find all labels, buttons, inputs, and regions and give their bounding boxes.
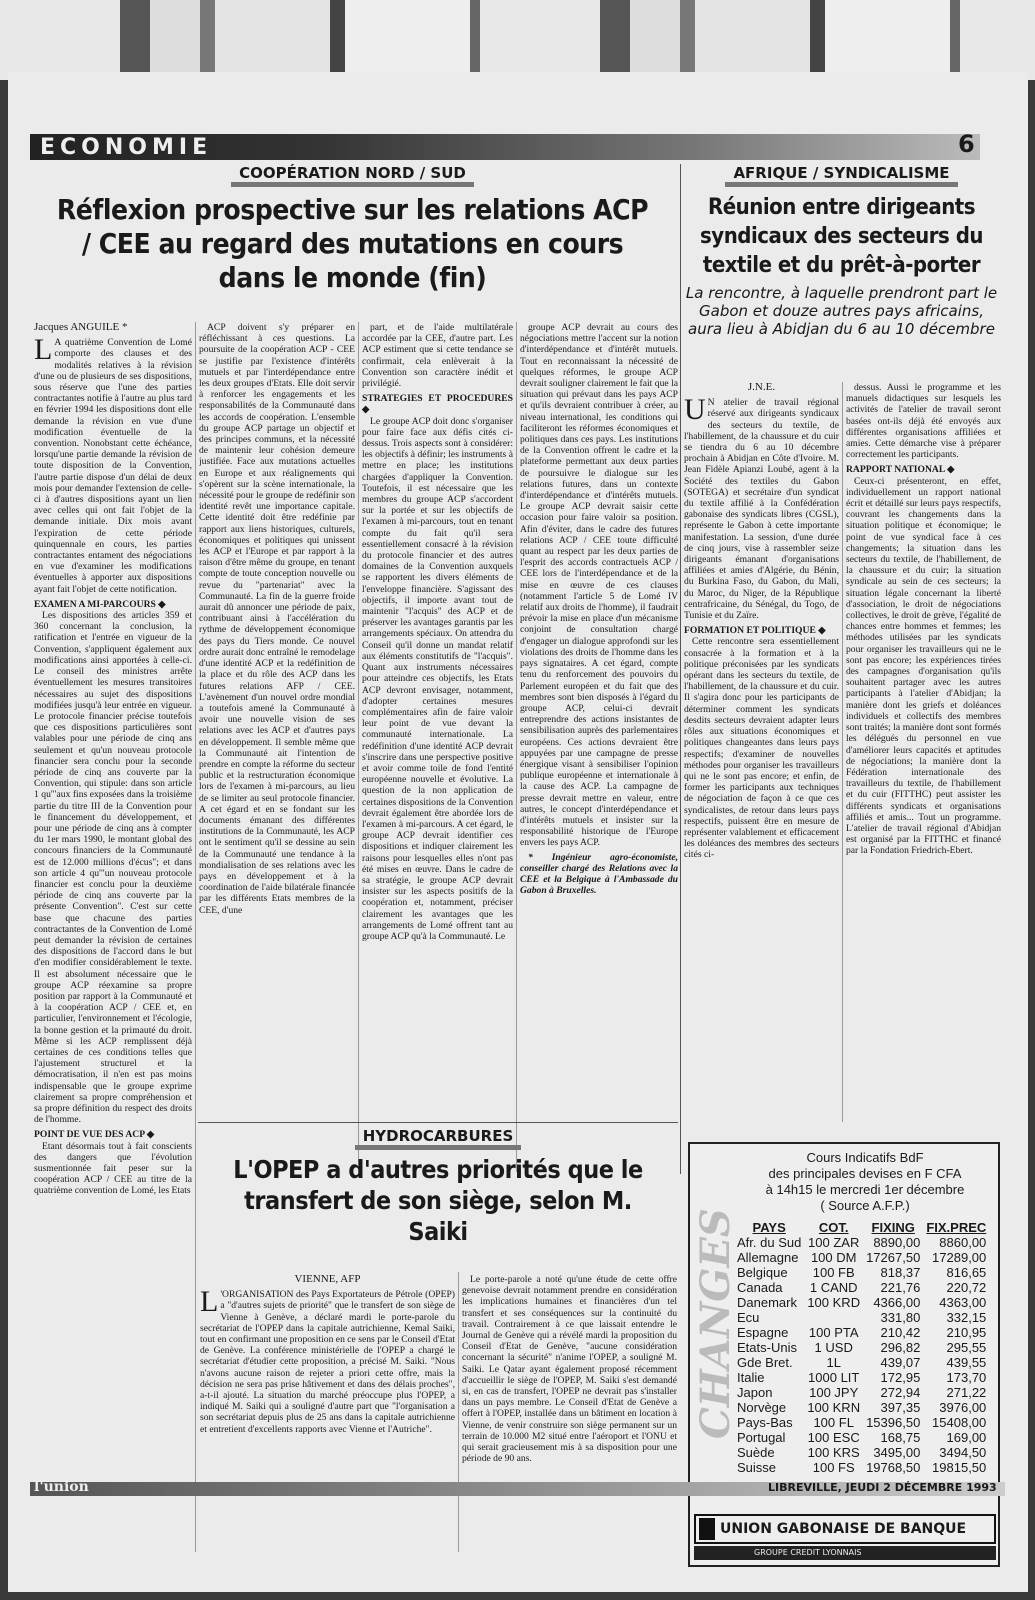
rate-row [734, 1430, 989, 1445]
rate-cell: 19815,50 [932, 1460, 987, 1475]
rate-cell: 168,75 [880, 1430, 921, 1445]
dateline: VIENNE, AFP [294, 1274, 361, 1285]
rate-cell: Allemagne [737, 1250, 799, 1265]
right-article-column-1: J.N.E. U N atelier de travail régional réservé aux dirigeants syndicaux des secteurs du textile, de l'habillement, de la chaussure et du cuir se tiendra du 6 au 10 décembre prochain à Abidjan en Côte d'Ivoire. M. Jean Fidèle Apianzi Loubé, agent à la Société des textiles du Gabon (SOTEGA) et secrétaire d'un syndicat du textile affilié à la Confédération gabonaise des syndicats libres (CGSL), représente le Gabon à cette importante manifestation. La session, d'une durée de cinq jours, vise à rassembler seize dirigeants émanant d'organisations affiliées et amies d'Algérie, du Bénin, du Burkina Faso, du Gabon, du Mali, du Maroc, du Niger, de la République centrafricaine, du Sénégal, du Togo, de Tunisie et du Zaïre. FORMATION ET POLITIQUE ◆ Cette rencontre sera essentiellement consacrée à la formation et à la politique préconisées par les syndicats opérant dans les secteurs du textile, de l'habillement, de la chaussure et du cuir. Il s'agira donc pour les participants de déterminer comment les syndicats desdits secteurs devraient adapter leurs rôles aux situations économiques et politiques changeantes dans leurs pays respectifs; d'examiner de nouvelles méthodes pour organiser les travailleurs qui ne le sont pas encore; et enfin, de former les participants aux techniques de négociation de façon à ce que ces syndicalistes, de retour dans leurs pays respectifs, puissent être en mesure de représenter valablement et efficacement les doléances des membres des secteurs cités ci- [684, 382, 839, 861]
rate-cell: 439,07 [880, 1355, 921, 1370]
rate-cell: 271,22 [946, 1385, 987, 1400]
rate-cell: 100 JPY [809, 1385, 859, 1400]
masthead: l'union [34, 1479, 89, 1495]
rate-cell [804, 1310, 863, 1325]
rate-cell: Belgique [737, 1265, 788, 1280]
rate-cell: 100 PTA [808, 1325, 859, 1340]
footer-dateline: LIBREVILLE, JEUDI 2 DÉCEMBRE 1993 [768, 1481, 997, 1494]
subheading: STRATEGIES ET PROCEDURES ◆ [362, 393, 513, 416]
changes-label: CHANGES [692, 1208, 739, 1440]
rate-row [734, 1445, 989, 1460]
rate-cell: 17289,00 [932, 1250, 987, 1265]
right-headline: Réunion entre dirigeants syndicaux des secteurs du textile et du prêt-à-porter [700, 195, 983, 278]
rate-cell: 173,70 [946, 1370, 987, 1385]
rate-cell: 397,35 [880, 1400, 921, 1415]
left-article-column-3: part, et de l'aide multilatérale accordée par la CEE, d'autre part. Les ACP estiment que si cette tendance se confirmait, cela enlèverait à la Convention son caractère inédit et privilégié. STRATEGIES ET PROCEDURES ◆ Le groupe ACP doit donc s'organiser pour faire face aux défis cités ci-dessus. Trois aspects sont à considérer: les objectifs à définir; les instruments à mettre en place; les institutions chargées d'appliquer la Convention. Toutefois, il est nécessaire que les membres du groupe ACP s'accordent sur la portée et sur les objectifs de l'examen à mi-parcours, tout en tenant compte du fait qu'il sera essentiellement consacré à la révision du protocole financier et des autres domaines de la Convention auxquels se rapportent les divers éléments de l'enveloppe financière. S'agissant des objectifs, il importe avant tout de maintenir "l'acquis" des ACP et de préserver les avantages garantis par les arrangements spéciaux. On attendra du Conseil qu'il donne un mandat relatif aux éléments constitutifs de "l'acquis". Quant aux instruments nécessaires pour atteindre ces objectifs, les Etats ACP devront envisager, notamment, d'adopter certaines mesures complémentaires afin de faire valoir leur point de vue devant la communauté internationale. La redéfinition d'une identité ACP devrait s'inscrire dans une perspective positive et avoir comme toile de fond l'entité européenne nouvelle et évolutive. La question de la non application de certaines dispositions de la Convention devrait également être abordée lors de l'examen à mi-parcours. A cet égard, le groupe ACP devrait identifier ces dispositions et indiquer clairement les raisons pour lesquelles elles n'ont pas été mises en œuvre. Dans le cadre de sa stratégie, le groupe ACP devrait insister sur les aspects positifs de la coopération et, notamment, préciser clairement les avantages que les arrangements de Lomé offrent tant au groupe ACP qu'à la Communauté. Le [362, 322, 513, 942]
rate-cell: 4363,00 [939, 1295, 987, 1310]
rate-row [734, 1415, 989, 1430]
rate-row [734, 1355, 989, 1370]
scanner-background [0, 0, 1035, 80]
rate-cell: 331,80 [880, 1310, 921, 1325]
rate-cell: Ecu [737, 1310, 760, 1325]
section-banner [30, 134, 980, 160]
rate-row [734, 1235, 989, 1250]
rate-row [734, 1400, 989, 1415]
rate-cell: 1 CAND [809, 1280, 858, 1295]
rate-cell: 4366,00 [873, 1295, 921, 1310]
right-kicker: AFRIQUE / SYNDICALISME [725, 164, 957, 187]
rate-row [734, 1265, 989, 1280]
rate-cell: Portugal [737, 1430, 786, 1445]
rate-row [734, 1385, 989, 1400]
page-number: 6 [958, 130, 975, 158]
rate-cell: Japon [737, 1385, 773, 1400]
left-article-column-1: Jacques ANGUILE * L A quatrième Convention de Lomé comporte des clauses et des modalités relatives à la révision d'une ou de plusieurs de ses dispositions, sous réserve que l'une des parties contractantes notifie à l'autre au plus tard en février 1994 les dispositions dont elle demande la révision en vue d'une modification éventuelle de la convention. Nonobstant cette échéance, lorsqu'une partie demande la révision de toute disposition de la Convention, l'autre partie dispose d'un délai de deux mois pour demander l'extension de celle-ci à d'autres dispositions ayant un lien avec celles qui ont fait l'objet de la demande initiale. Dix mois avant l'expiration de cette période quinquennale en cours, les parties contractantes entament des négociations en vue d'examiner les modifications éventuelles à apporter aux dispositions ayant fait l'objet de cette notification. EXAMEN A MI-PARCOURS ◆ Les dispositions des articles 359 et 360 concernant la conclusion, la ratification et l'entrée en vigueur de la Convention, s'appliquent également aux modifications ainsi apportées à celle-ci. Le conseil des ministres arrête éventuellement les mesures transitoires nécessaires au sujet des dispositions modifiées jusqu'à leur entrée en vigueur. Le protocole financier précise toutefois que ces dispositions particulières sont valables pour une période de cinq ans seulement et qu'un nouveau protocole financier sera conclu pour la seconde période de cinq ans couverte par la Convention, qui stipule: dans son article 1 qu'"aux fins exposées dans la troisième partie du titre III de la Convention pour le financement du développement, et pour une période de cinq ans à compter du 1er mars 1990, le montant global des concours financiers de la Communauté est de 12.000 millions d'écus"; et dans son article 4 qu'"un nouveau protocole financier est conclu pour la deuxième période de cinq ans couverte par la présente Convention". C'est sur cette base que chacune des parties contractantes de la Convention de Lomé peut demander la révision de certaines des dispositions de l'accord dans le but d'en modifier considérablement le texte. Il est absolument nécessaire que le groupe ACP réexamine sa propre position par rapport à la Communauté et à la coopération ACP / CEE et, en particulier, l'environnement et l'écologie, la bonne gestion et la primauté du droit. Même si les ACP remplissent déjà certaines de ces conditions telles que l'ajustement structurel et la démocratisation, il n'en est pas moins indispensable que le groupe exprime clairement sa propre compréhension et sa propre définition du respect des droits de l'homme. POINT DE VUE DES ACP ◆ Etant désormais tout à fait conscients des dangers que l'évolution susmentionnée fait peser sur la coopération ACP / CEE au titre de la quatrième convention de Lomé, les Etats [34, 322, 192, 1197]
rate-cell: 172,95 [880, 1370, 921, 1385]
rate-cell: 3494,50 [939, 1445, 987, 1460]
subheading: FORMATION ET POLITIQUE ◆ [684, 625, 826, 637]
bottom-article-column-2: Le porte-parole a noté qu'une étude de cette offre genevoise devrait notamment prendre en considération les implications humaines et financières d'un tel transfert et ses conséquences sur la continuité du travail. Contrairement à ce que laissait entendre le Journal de Genève qui a révélé mardi la proposition du Conseil d'Etat de Genève, "aucune considération concernant la sécurité" n'anime l'OPEP, a souligné M. Saiki. Le Qatar ayant également proposé récemment d'accueillir le siège de l'OPEP, M. Saiki s'est demandé si, en cas de transfert, l'OPEP ne devrait pas s'installer dans un pays membre. Le Conseil d'Etat de Genève a offert à l'OPEP, installée dans un bâtiment en location à Vienne, de venir construire son siège permanent sur un terrain de 10.000 M2 situé entre l'aéroport et l'ONU et qui serait gracieusement mis à sa disposition pour une période de 90 ans. [462, 1274, 677, 1465]
left-kicker: COOPÉRATION NORD / SUD [231, 164, 474, 187]
bottom-article-column-1: VIENNE, AFP L 'ORGANISATION des Pays Exportateurs de Pétrole (OPEP) a "d'autres sujets de priorité" que le transfert de son siège de Vienne à Genève, a déclaré mardi le porte-parole du secrétariat de l'OPEP dans la capitale autrichienne, Kemal Saiki, tout en confirmant une proposition en ce sens par le Conseil d'Etat de Genève. La conférence ministérielle de l'OPEP a chargé le secrétariat d'étudier cette proposition, a précisé M. Saiki. "Nous n'avons aucune raison de rejeter a priori cette offre, mais la décision ne sera pas prise hâtivement et dans des délais proches", a-t-il ajouté. La situation du marché préoccupe plus l'OPEP, a indiqué M. Saiki qui a souligné d'autre part que "l'organisation a son secrétariat depuis plus de 25 ans dans la capitale autrichienne et entretient d'excellents rapports avec Vienne et l'Autriche". [200, 1274, 455, 1435]
rate-cell: Canada [737, 1280, 783, 1295]
rate-cell: 100 FS [812, 1460, 855, 1475]
exchange-rates-box [688, 1142, 1000, 1567]
subheading: EXAMEN A MI-PARCOURS ◆ [34, 598, 166, 610]
rate-cell: 100 KRN [807, 1400, 861, 1415]
rate-row [734, 1310, 989, 1325]
rate-cell: Afr. du Sud [737, 1235, 802, 1250]
subheading: POINT DE VUE DES ACP ◆ [34, 1129, 155, 1141]
rate-row [734, 1250, 989, 1265]
exchange-table: PAYS COT. FIXING FIX.PREC Afr. du Sud 100 ZAR 8890,00 8860,00 Allemagne 100 DM 17267,50 17289,00 Belgique 100 FB 818,37 816,65 Canada 1 CAND 221,76 220,72 Danemark 100 KRD 4366,00 4363,00 Ecu 331,80 332,15 Espagne 100 PTA 210,42 210,95 Etats-Unis 1 USD 296,82 295,55 Gde Bret. 1L 439,07 439,55 Italie 1000 LIT 172,95 173,70 Japon 100 JPY 272,94 271,22 Norvège 100 KRN 397,35 3976,00 Pays-Bas 100 FL 15396,50 15408,00 Portugal 100 ESC 168,75 169,00 Suède 100 KRS 3495,00 3494,50 Suisse 100 FS 19768,50 19815,50 [734, 1220, 989, 1475]
rate-cell: 439,55 [946, 1355, 987, 1370]
rate-cell: 818,37 [880, 1265, 921, 1280]
rate-cell: 272,94 [880, 1385, 921, 1400]
rate-row [734, 1295, 989, 1310]
rate-cell: 100 ESC [807, 1430, 860, 1445]
bank-logo: UNION GABONAISE DE BANQUE [694, 1514, 996, 1544]
rate-cell: 3976,00 [939, 1400, 987, 1415]
rate-cell: 8860,00 [939, 1235, 987, 1250]
author-footnote: * Ingénieur agro-économiste, conseiller chargé des Relations avec la CEE et la Belgique à l'Ambassade du Gabon à Bruxelles. [520, 851, 678, 897]
subheading: RAPPORT NATIONAL ◆ [846, 464, 955, 476]
rate-cell: 296,82 [880, 1340, 921, 1355]
rate-cell: 100 ZAR [808, 1235, 860, 1250]
rate-cell: Suède [737, 1445, 775, 1460]
exchange-title: Cours Indicatifs BdF des principales devises en F CFA à 14h15 le mercredi 1er décembre ( Source A.F.P.) [765, 1150, 965, 1213]
rate-row [734, 1460, 989, 1475]
rate-cell: Pays-Bas [737, 1415, 793, 1430]
rate-cell: 8890,00 [873, 1235, 921, 1250]
rate-row [734, 1325, 989, 1340]
rate-cell: 100 KRS [807, 1445, 860, 1460]
bottom-headline: L'OPEP a d'autres priorités que le transfert de son siège, selon M. Saiki [233, 1155, 643, 1246]
rate-cell: 210,42 [880, 1325, 921, 1340]
rate-cell: 816,65 [946, 1265, 987, 1280]
rate-cell: 1000 LIT [808, 1370, 860, 1385]
rate-cell: 100 FL [813, 1415, 854, 1430]
rate-row [734, 1340, 989, 1355]
rate-cell: 1 USD [814, 1340, 853, 1355]
rate-cell: 100 DM [810, 1250, 857, 1265]
rate-cell: 100 KRD [807, 1295, 861, 1310]
rate-cell: Norvège [737, 1400, 787, 1415]
left-article-column-2: ACP doivent s'y préparer en réfléchissant à ces questions. La poursuite de la coopération ACP - CEE se justifie par l'existence d'intérêts mutuels et par l'interdépendance entre les deux groupes d'Etats. Elle doit servir à renforcer les engagements et les responsabilités de la Communauté dans les accords de coopération. L'ensemble du groupe ACP partage un objectif et des principes communs, et la nécessité de maintenir leur cohésion demeure justifiée. Face aux mutations actuelles en Europe et aux réalignements qui s'opèrent sur la scène internationale, la nécessité pour le groupe de redéfinir son identité revêt une importance capitale. Cette identité doit être redéfinie par rapport aux liens historiques, culturels, économiques et politiques qui unissent les ACP et l'Europe et par rapport à la raison d'être même du groupe, en tenant compte de toute conception nouvelle ou revue du "partenariat" avec la Communauté. La fin de la guerre froide aurait dû annoncer une période de paix, contribuant ainsi à l'accélération du rythme de développement économique des pays du Tiers monde. Ce nouvel ordre aurait donc entraîné le remodelage d'une identité ACP et la redéfinition de la place et du rôle des ACP dans les futures relations AFP / CEE. L'avènement d'un nouvel ordre mondial a toutefois amené la Communauté à avoir une nouvelle vision de ses relations avec les ACP et d'autres pays en développement. Il semble même que la Communauté ait l'intention de prendre en compte la réforme du secteur public et la restructuration économique lors de l'examen à mi-parcours, au lieu de se limiter au seul protocole financier. A cet égard et en se fondant sur les documents émanant des différentes institutions de la Communauté, les ACP ont le sentiment qu'il se dessine au sein de la Communauté une tendance à la mondialisation de ses relations avec les pays en développement et à la coordination de l'aide bilatérale financée par les différents Etats membres de la CEE, d'une [199, 322, 355, 916]
bottom-kicker: HYDROCARBURES [355, 1127, 522, 1150]
bank-group: GROUPE CREDIT LYONNAIS [694, 1546, 996, 1560]
rate-cell: Gde Bret. [737, 1355, 793, 1370]
rate-cell: 15408,00 [932, 1415, 987, 1430]
rate-cell: 295,55 [946, 1340, 987, 1355]
rate-cell: 221,76 [880, 1280, 921, 1295]
rate-cell: 19768,50 [866, 1460, 921, 1475]
rate-cell: Espagne [737, 1325, 789, 1340]
left-article-column-4: groupe ACP devrait au cours des négociations mettre l'accent sur la notion d'interdépendance et d'intérêt mutuels. Tout en reconnaissant la nécessité de quelques réformes, le groupe ACP devrait souligner clairement le fait que la situation qui prévaut dans les pays ACP et qu'ils devraient contribuer à créer, au niveau international, les conditions qui faciliteront les réformes économiques et politiques dans ces pays. Les institutions de la Convention offrent le cadre et la plateforme permettant aux deux parties de poursuivre le dialogue sur les relations futures, dans un contexte d'interdépendance et d'intérêts mutuels. Le groupe ACP devrait saisir cette occasion pour faire valoir sa position. Afin d'éviter, dans le cadre des futures relations ACP / CEE toute difficulté quant au respect par les deux parties de l'esprit des accords contractuels ACP / CEE lors de l'interdépendance et de la mise en œuvre de ces clauses (notamment l'article 5 de Lomé IV relatif aux droits de l'homme), il faudrait prévoir la mise en place d'un mécanisme conjoint de consultation chargé d'engager un dialogue approfondi sur les violations des droits de l'homme dans les pays signataires. A cet égard, compte tenu du renforcement des pouvoirs du Parlement européen et du fait que des membres sont bien disposés à l'égard du groupe ACP, celui-ci devrait entreprendre des actions insistantes de sensibilisation auprès des parlementaires européens. Ces actions devraient être appuyées par une campagne de presse énergique visant à sensibiliser l'opinion publique européenne et internationale à la cause des ACP. La campagne de presse devrait mettre en valeur, entre autres, le concept d'interdépendance et d'intérêts mutuels et insister sur la responsabilité historique de l'Europe envers les pays ACP. * Ingénieur agro-économiste, conseiller chargé des Relations avec la CEE et la Belgique à l'Ambassade du Gabon à Bruxelles. [520, 322, 678, 897]
rate-cell: 15396,50 [866, 1415, 921, 1430]
right-article-column-2: dessus. Aussi le programme et les manuels didactiques sur lesquels les activités de l'atelier de travail seront basées ont-ils déjà été envoyés aux différentes organisations affiliées et amies. Cette démarche vise à préparer correctement les participants. RAPPORT NATIONAL ◆ Ceux-ci présenteront, en effet, individuellement un rapport national écrit et détaillé sur leurs pays respectifs, couvrant les changements dans la situation politique et économique; le point de vue syndical face à ces changements; la situation dans les secteurs du textile, de l'habillement, de la chaussure et du cuir; la situation syndicale au sein de ces secteurs; la situation légale concernant la liberté d'association, le droit de négociations collectives, le droit de grève, l'égalité de chances entre hommes et femmes; les méthodes utilisées par les syndicats pour organiser les travailleurs qui ne le sont pas encore; les expériences tirées des campagnes d'organisation qu'ils souhaitent partager avec les autres participants à l'atelier d'Abidjan; la manière dont les griefs et doléances individuels et collectifs des membres sont traités; la manière dont sont formés les délégués du personnel en vue d'améliorer leurs capacités et aptitudes de négociations; la manière dont la Fédération internationale des travailleurs du textile, de l'habillement et du cuir (FITTHC) peut assister les différents syndicats et organisations affiliés et amis... Tout un programme. L'atelier de travail régional d'Abidjan est organisé par la FITTHC et financé par la Fondation Friedrich-Ebert. [846, 382, 1001, 857]
rate-row [734, 1280, 989, 1295]
left-headline: Réflexion prospective sur les relations ACP / CEE au regard des mutations en cours dans le monde (fin) [56, 193, 649, 294]
right-subtitle: La rencontre, à laquelle prendront part le Gabon et douze autres pays africains, aura lieu à Abidjan du 6 au 10 décembre [685, 284, 998, 338]
rate-cell: 3495,00 [873, 1445, 921, 1460]
rate-cell: 220,72 [946, 1280, 987, 1295]
rate-cell: 332,15 [946, 1310, 987, 1325]
rate-cell: Italie [737, 1370, 765, 1385]
section-title: ECONOMIE [40, 135, 213, 160]
rate-cell: Danemark [737, 1295, 797, 1310]
rate-cell: 1L [826, 1355, 841, 1370]
rate-cell: 100 FB [812, 1265, 855, 1280]
rate-cell: Etats-Unis [737, 1340, 797, 1355]
newspaper-page [8, 72, 1028, 1592]
rate-cell: 210,95 [946, 1325, 987, 1340]
author: J.N.E. [747, 382, 776, 393]
author: Jacques ANGUILE * [34, 322, 128, 333]
rate-cell: Suisse [737, 1460, 777, 1475]
rate-cell: 17267,50 [866, 1250, 921, 1265]
rate-cell: 169,00 [946, 1430, 987, 1445]
rate-row [734, 1370, 989, 1385]
